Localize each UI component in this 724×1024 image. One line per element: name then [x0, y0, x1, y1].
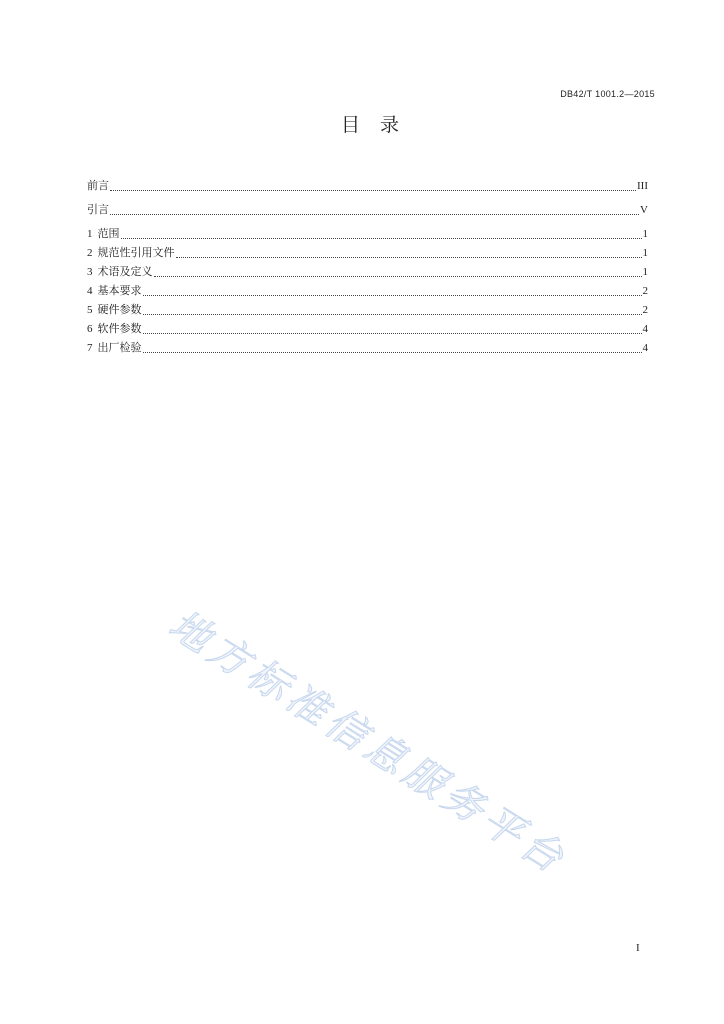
toc-entry-page: V	[640, 204, 648, 216]
toc-entry-scope	[87, 225, 648, 244]
document-code-header: DB42/T 1001.2—2015	[560, 89, 655, 99]
toc-entry-title: 术语及定义	[97, 266, 153, 278]
page-title: 目 录	[340, 114, 400, 136]
toc-entry-number: 3	[87, 266, 93, 278]
toc-entry-number: 1	[87, 228, 93, 240]
toc-entry-number: 2	[87, 247, 93, 259]
toc-dot-leader	[143, 314, 642, 315]
toc-entry-normative-references	[87, 244, 648, 263]
toc-dot-leader	[121, 238, 642, 239]
toc-entry-hardware-parameters	[87, 301, 648, 320]
toc-entry-introduction	[87, 201, 648, 220]
watermark-text: 地方标准信息服务平台	[160, 601, 576, 885]
toc-entry-foreword	[87, 177, 648, 196]
toc-entry-number: 4	[87, 285, 93, 297]
toc-entry-title: 出厂检验	[97, 342, 142, 354]
toc-entry-page: III	[637, 180, 648, 192]
toc-entry-title: 引言	[87, 204, 109, 216]
toc-entry-title: 硬件参数	[97, 304, 142, 316]
toc-entry-number: 7	[87, 342, 93, 354]
toc-entry-page: 1	[642, 228, 648, 240]
toc-dot-leader	[154, 276, 642, 277]
toc-entry-page: 4	[642, 323, 648, 335]
table-of-contents	[87, 177, 648, 358]
toc-entry-number: 5	[87, 304, 93, 316]
toc-entry-page: 2	[642, 304, 648, 316]
toc-dot-leader	[143, 352, 642, 353]
toc-entry-page: 2	[642, 285, 648, 297]
toc-entry-page: 1	[642, 247, 648, 259]
toc-entry-title: 规范性引用文件	[97, 247, 175, 259]
toc-dot-leader	[143, 333, 642, 334]
toc-entry-terms-definitions	[87, 263, 648, 282]
toc-entry-software-parameters	[87, 320, 648, 339]
toc-dot-leader	[176, 257, 642, 258]
toc-entry-number: 6	[87, 323, 93, 335]
toc-entry-title: 软件参数	[97, 323, 142, 335]
page-number: I	[636, 942, 640, 954]
toc-entry-title: 范围	[97, 228, 120, 240]
toc-entry-factory-inspection	[87, 339, 648, 358]
toc-dot-leader	[143, 295, 642, 296]
toc-entry-basic-requirements	[87, 282, 648, 301]
toc-dot-leader	[110, 214, 639, 215]
toc-dot-leader	[110, 190, 636, 191]
toc-entry-title: 基本要求	[97, 285, 142, 297]
toc-entry-title: 前言	[87, 180, 109, 192]
toc-entry-page: 1	[642, 266, 648, 278]
toc-entry-page: 4	[642, 342, 648, 354]
